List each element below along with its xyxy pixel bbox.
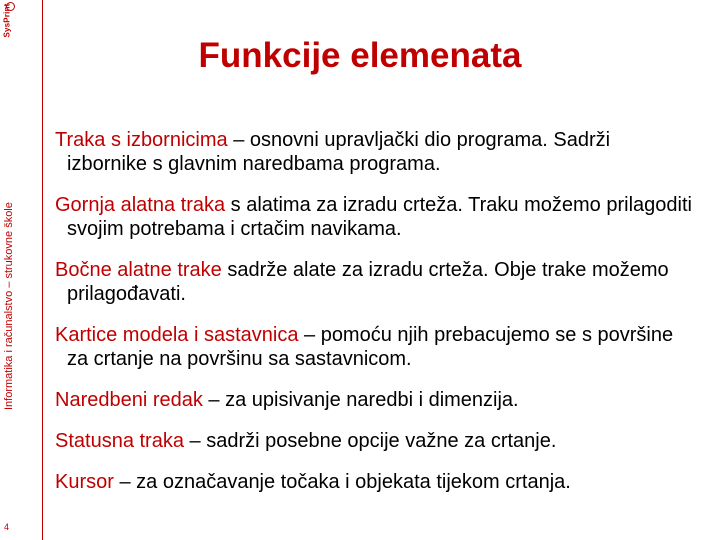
item-term: Gornja alatna traka [55, 194, 226, 216]
item-text: – za upisivanje naredbi i dimenzija. [202, 389, 519, 411]
item-text: – pomoću njih prebacujemo se s površine za crtanje na površinu sa sastavnicom. [67, 324, 674, 370]
list-item [55, 470, 695, 494]
item-text: – sadrži posebne opcije važne za crtanje. [183, 430, 557, 452]
logo-text: SysPrint [2, 3, 12, 38]
page-title: Funkcije elemenata [198, 36, 522, 75]
item-term: Traka s izbornicima [55, 129, 228, 151]
list-item [55, 388, 695, 412]
content-list [55, 128, 695, 511]
list-item [55, 193, 695, 241]
item-text: – za označavanje točaka i objekata tijekom crtanja. [113, 471, 571, 493]
item-term: Bočne alatne trake [55, 259, 222, 281]
item-text: s alatima za izradu crteža. Traku možemo prilagoditi svojim potrebama i crtačim navikama. [67, 194, 692, 240]
list-item [55, 323, 695, 371]
side-label: Informatika i računalstvo – strukovne škole [3, 202, 15, 410]
page-number: 4 [4, 522, 10, 532]
list-item [55, 258, 695, 306]
list-item [55, 429, 695, 453]
item-term: Kursor [55, 471, 114, 493]
item-term: Statusna traka [55, 430, 184, 452]
item-term: Naredbeni redak [55, 389, 203, 411]
left-divider [42, 0, 43, 540]
list-item [55, 128, 695, 176]
item-term: Kartice modela i sastavnica [55, 324, 299, 346]
item-text: sadrže alate za izradu crteža. Obje trake možemo prilagođavati. [67, 259, 669, 305]
item-text: – osnovni upravljački dio programa. Sadrži izbornike s glavnim naredbama programa. [67, 129, 611, 175]
